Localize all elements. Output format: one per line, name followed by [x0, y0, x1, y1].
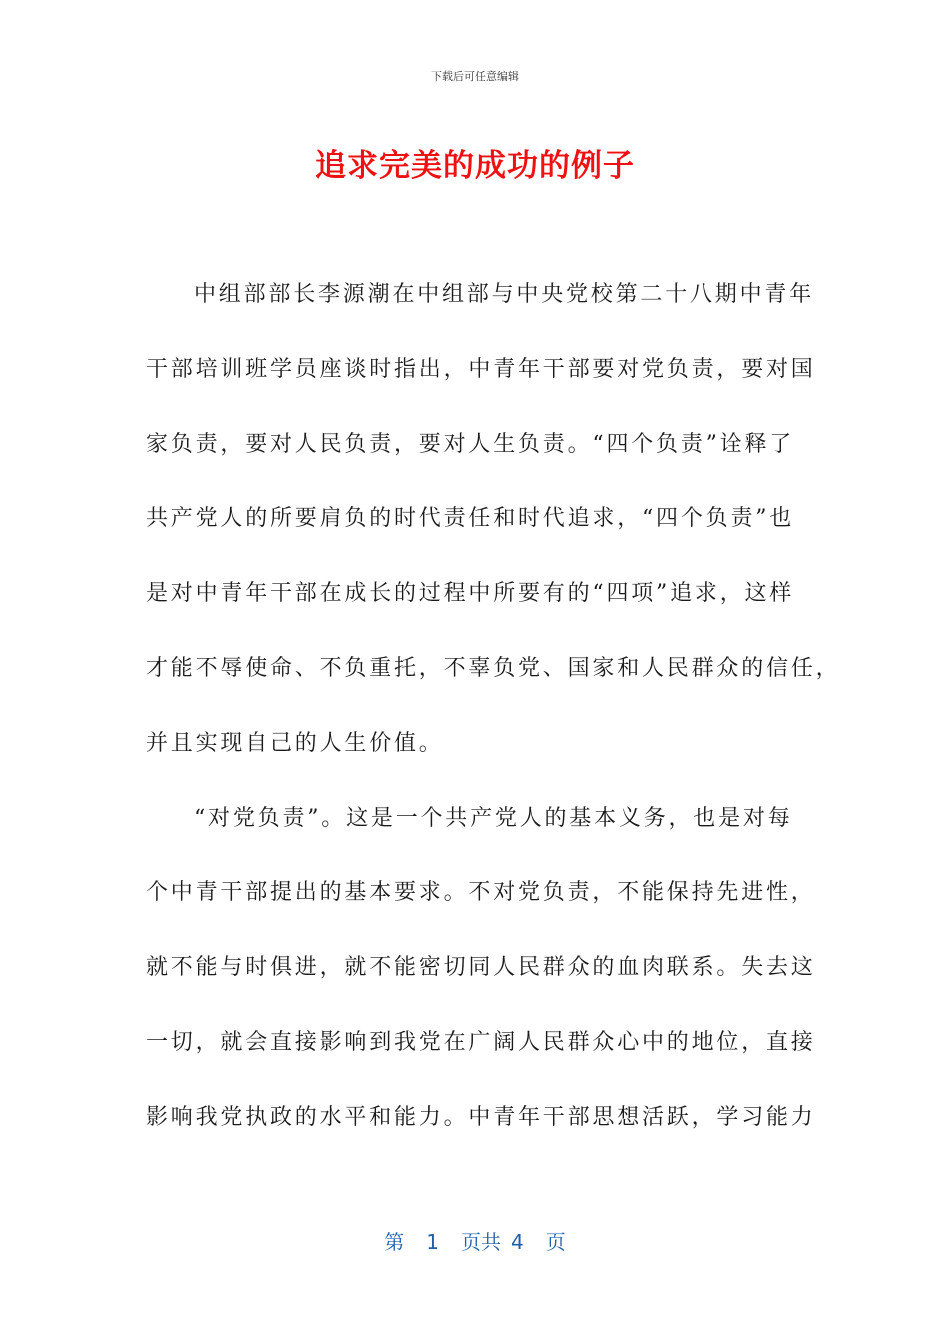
document-title: 追求完美的成功的例子: [315, 148, 635, 184]
body-line: 个中青干部提出的基本要求。不对党负责，不能保持先进性，: [146, 880, 816, 906]
body-line: 共产党人的所要肩负的时代责任和时代追求，“四个负责”也: [146, 506, 795, 532]
body-line: 一切，就会直接影响到我党在广阔人民群众心中的地位，直接: [146, 1029, 816, 1055]
footer-page-mid: 页共: [461, 1230, 501, 1254]
body-line: 中组部部长李源潮在中组部与中央党校第二十八期中青年: [194, 282, 815, 307]
header-note: 下载后可任意编辑: [431, 70, 519, 83]
body-line: 是对中青年干部在成长的过程中所要有的“四项”追求，这样: [146, 581, 795, 607]
body-line: 就不能与时俱进，就不能密切同人民群众的血肉联系。失去这: [146, 955, 816, 981]
document-body: [146, 272, 841, 1170]
body-line: 干部培训班学员座谈时指出，中青年干部要对党负责，要对国: [146, 356, 816, 382]
footer-page-suffix: 页: [545, 1230, 566, 1254]
page-footer: [0, 1226, 950, 1255]
footer-page-number: 1: [426, 1230, 439, 1254]
body-line: 家负责，要对人民负责，要对人生负责。“四个负责”诠释了: [146, 431, 795, 457]
footer-page-prefix: 第: [384, 1230, 405, 1254]
body-line: “对党负责”。这是一个共产党人的基本义务，也是对每: [194, 805, 793, 831]
footer-total-pages: 4: [511, 1230, 524, 1254]
body-line: 才能不辱使命、不负重托，不辜负党、国家和人民群众的信任，: [146, 655, 841, 681]
body-line: 并且实现自己的人生价值。: [146, 730, 444, 756]
body-line: 影响我党执政的水平和能力。中青年干部思想活跃，学习能力: [146, 1104, 816, 1130]
